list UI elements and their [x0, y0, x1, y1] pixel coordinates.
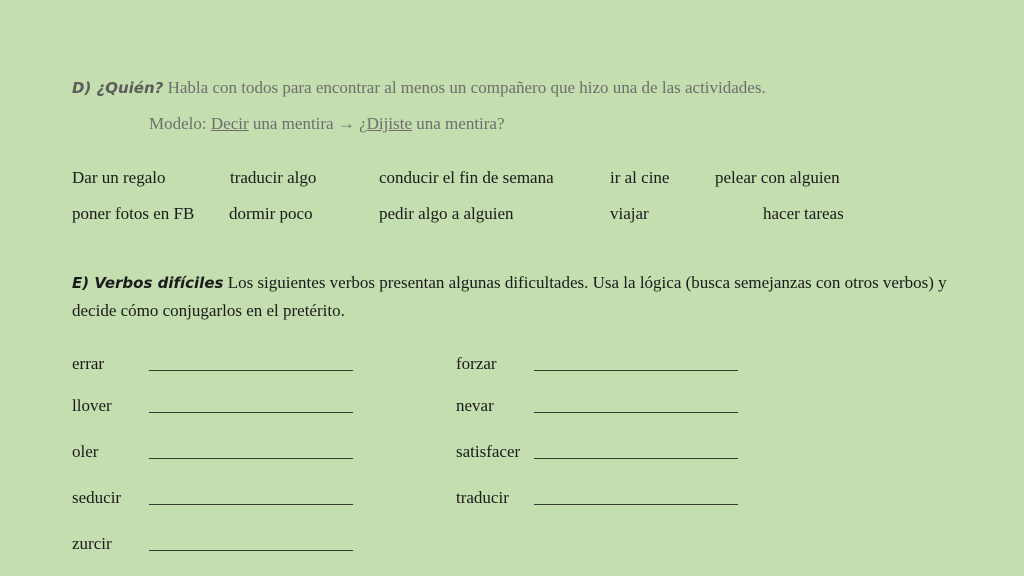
model-colon: : [201, 114, 211, 133]
model-answer: Dijiste [366, 114, 412, 133]
verb-label: oler [72, 442, 99, 461]
activity-item: Dar un regalo [72, 168, 166, 187]
verb-label: satisfacer [456, 442, 521, 461]
activity-item: hacer tareas [763, 204, 844, 223]
section-d-line [72, 78, 766, 98]
activity-item: viajar [610, 204, 649, 223]
model-label: Modelo [149, 114, 202, 133]
answer-blank[interactable]: ________________________ [149, 488, 353, 507]
activity-item: pelear con alguien [715, 168, 840, 187]
section-e-block [72, 269, 952, 324]
activity-item: ir al cine [610, 168, 670, 187]
verb-label: forzar [456, 354, 497, 373]
activity-item: pedir algo a alguien [379, 204, 514, 223]
verb-label: seducir [72, 488, 122, 507]
verb-label: errar [72, 354, 105, 373]
answer-blank[interactable]: ________________________ [149, 534, 353, 553]
section-d-instruction: Habla con todos para encontrar al menos un compañero que hizo una de las actividades. [163, 78, 766, 97]
model-line [149, 114, 505, 134]
answer-blank[interactable]: ________________________ [149, 396, 353, 415]
activity-item: traducir algo [230, 168, 317, 187]
answer-blank[interactable]: ________________________ [534, 396, 738, 415]
verb-label: nevar [456, 396, 494, 415]
activity-item: conducir el fin de semana [379, 168, 554, 187]
answer-blank[interactable]: ________________________ [534, 488, 738, 507]
answer-blank[interactable]: ________________________ [534, 442, 738, 461]
activity-item: poner fotos en FB [72, 204, 195, 223]
answer-blank[interactable]: ________________________ [149, 442, 353, 461]
model-rest1: una mentira → ¿ [248, 114, 367, 133]
section-d-heading: D) ¿Quién? [72, 79, 164, 97]
verb-label: llover [72, 396, 112, 415]
section-e-instruction: Los siguientes verbos presentan algunas dificultades. Usa la lógica (busca semejanzas con otros verbos) y decide cómo conjugarlos en el pretérito. [72, 273, 947, 320]
verb-label: zurcir [72, 534, 112, 553]
section-e-heading: E) Verbos difíciles [72, 274, 224, 292]
verb-label: traducir [456, 488, 509, 507]
model-verb: Decir [210, 114, 249, 133]
model-rest2: una mentira? [412, 114, 505, 133]
answer-blank[interactable]: ________________________ [534, 354, 738, 373]
activity-item: dormir poco [229, 204, 313, 223]
answer-blank[interactable]: ________________________ [149, 354, 353, 373]
